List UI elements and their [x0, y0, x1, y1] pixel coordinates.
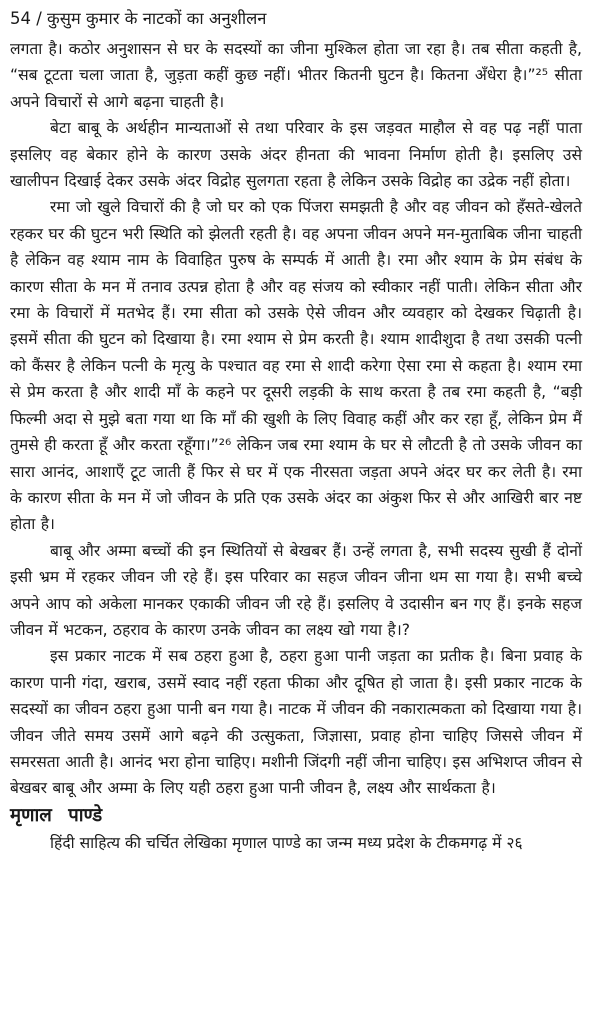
- section-first-line: हिंदी साहित्य की चर्चित लेखिका मृणाल पाण्डे का जन्म मध्य प्रदेश के टीकमगढ़ में २६: [50, 833, 523, 852]
- paragraph-beta-babu: बेटा बाबू के अर्थहीन मान्यताओं से तथा परिवार के इस जड़वत माहौल से वह पढ़ नहीं पाता इसलिए वह बेकार होने के कारण उसके अंदर हीनता की भावना निर्माण होती है। इसलिए उसे खालीपन दिखाई देकर उसके अंदर विद्रोह सुलगता रहता है लेकिन उसके विद्रोह का उद्रेक नहीं होता।: [10, 119, 582, 191]
- paragraph-conclusion: इस प्रकार नाटक में सब ठहरा हुआ है, ठहरा हुआ पानी जड़ता का प्रतीक है। बिना प्रवाह के कारण पानी गंदा, खराब, उसमें स्वाद नहीं रहता फीका और दूषित हो जाता है। इसी प्रकार नाटक के सदस्यों का जीवन ठहरा हुआ पानी बन गया है। नाटक में जीवन की नकारात्मकता को दिखाया गया है। जीवन जीते समय उसमें आगे बढ़ने की उत्सुकता, जिज्ञासा, प्रवाह होना चाहिए जिससे जीवन में समरसता आती है। आनंद भरा होना चाहिए। मशीनी जिंदगी नहीं जीना चाहिए। इस अभिशप्त जीवन से बेखबर बाबू और अम्मा के लिए यही ठहरा हुआ पानी जीवन है, लक्ष्य और सार्थकता है।: [10, 647, 582, 798]
- section-heading: मृणाल पाण्डे: [10, 804, 103, 826]
- running-header: 54 / कुसुम कुमार के नाटकों का अनुशीलन: [10, 9, 267, 28]
- paragraph-rama: रमा जो खुले विचारों की है जो घर को एक पिंजरा समझती है और वह जीवन को हँसते-खेलते रहकर घर की घुटन भरी स्थिति को झेलती रहती है। वह अपना जीवन अपने मन-मुताबिक जीना चाहती है लेकिन वह श्याम नाम के विवाहित पुरुष के सम्पर्क में आती है। रमा और श्याम के प्रेम संबंध के कारण सीता के मन में तनाव उत्पन्न होता है और वह संजय को स्वीकार नहीं पाती। लेकिन सीता और रमा के विचारों में मतभेद हैं। रमा सीता को उसके ऐसे जीवन और व्यवहार को देखकर चिढ़ाती है। इसमें सीता की घुटन को दिखाया है। रमा श्याम से प्रेम करती है। श्याम शादीशुदा है तथा उसकी पत्नी को कैंसर है लेकिन पत्नी के मृत्यु के पश्चात वह रमा से शादी करेगा ऐसा रमा से कहता है। श्याम रमा से प्रेम करता है और शादी माँ के कहने पर दूसरी लड़की के साथ करता है तब रमा कहती है, “बड़ी फिल्मी अदा से मुझे बता गया था कि माँ की खुशी के लिए विवाह कहीं और कर रहा हूँ, लेकिन प्रेम मैं तुमसे ही करता हूँ और करता रहूँगा।”²⁶ लेकिन जब रमा श्याम के घर से लौटती है तो उसके जीवन का सारा आनंद, आशाएँ टूट जाती हैं फिर से घर में एक नीरसता जड़ता अपने अंदर घर कर लेती है। रमा के कारण सीता के मन में जो जीवन के प्रति एक उसके अंदर का अंकुश फिर से और आखिरी बार नष्ट होता है।: [10, 198, 582, 534]
- paragraph-babu-amma: बाबू और अम्मा बच्चों की इन स्थितियों से बेखबर हैं। उन्हें लगता है, सभी सदस्य सुखी हैं दोनों इसी भ्रम में रहकर जीवन जी रहे हैं। इस परिवार का सहज जीवन जीना थम सा गया है। सभी बच्चे अपने आप को अकेला मानकर एकाकी जीवन जी रहे हैं। इसलिए वे उदासीन बन गए हैं। इनके सहज जीवन में भटकन, ठहराव के कारण उनके जीवन का लक्ष्य खो गया है।?: [10, 541, 582, 639]
- paragraph-continuation: लगता है। कठोर अनुशासन से घर के सदस्यों का जीना मुश्किल होता जा रहा है। तब सीता कहती है, “सब टूटता चला जाता है, जुड़ता कहीं कुछ नहीं। भीतर कितनी घुटन है। कितना अँधेरा है।”²⁵ सीता अपने विचारों से आगे बढ़ना चाहती है।: [10, 40, 582, 111]
